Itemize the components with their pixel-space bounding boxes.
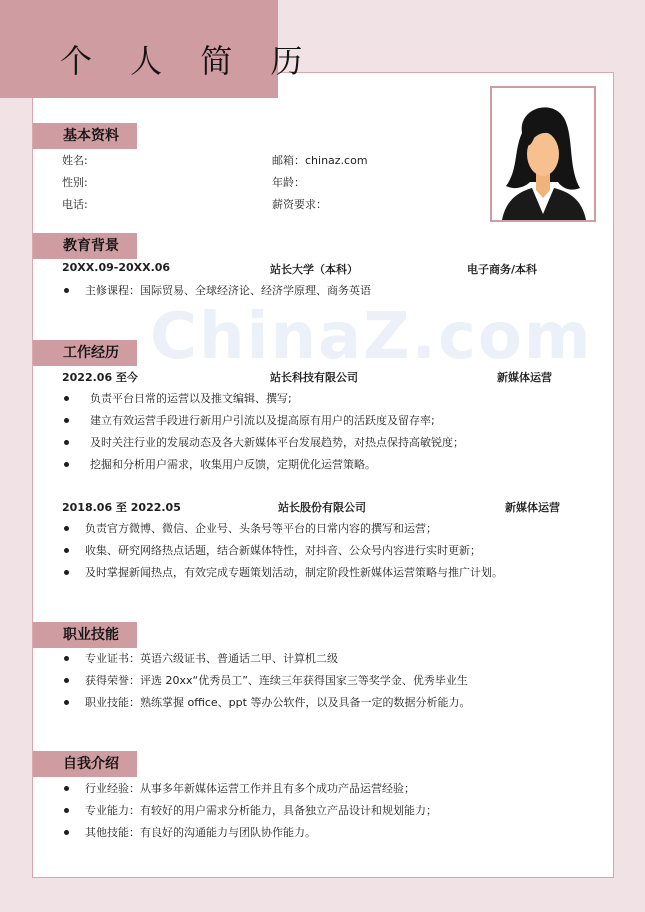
bullet-icon: [64, 462, 69, 467]
skill-item: 获得荣誉：评选 20xx“优秀员工”、连续三年获得国家三等奖学金、优秀毕业生: [85, 674, 468, 687]
page-title: 个 人 简 历: [60, 42, 317, 80]
education-period: 20XX.09-20XX.06: [62, 261, 171, 274]
job-1-item: 负责平台日常的运营以及推文编辑、撰写;: [90, 392, 292, 405]
job-2-company: 站长股份有限公司: [278, 501, 366, 514]
intro-item: 其他技能：有良好的沟通能力与团队协作能力。: [85, 826, 316, 839]
job-1-item: 建立有效运营手段进行新用户引流以及提高原有用户的活跃度及留存率;: [90, 414, 435, 427]
education-major: 电子商务/本科: [467, 263, 538, 276]
bullet-icon: [64, 396, 69, 401]
job-2-item: 及时掌握新闻热点，有效完成专题策划活动，制定阶段性新媒体运营策略与推广计划。: [85, 566, 503, 579]
section-basic-heading: 基本资料: [33, 123, 137, 149]
section-skills-heading: 职业技能: [33, 622, 137, 648]
profile-photo: [490, 86, 596, 222]
job-2-item: 收集、研究网络热点话题，结合新媒体特性，对抖音、公众号内容进行实时更新；: [85, 544, 481, 557]
bullet-icon: [64, 288, 69, 293]
section-education-heading: 教育背景: [33, 233, 137, 259]
job-1-item: 挖掘和分析用户需求，收集用户反馈，定期优化运营策略。: [90, 458, 376, 471]
skill-item: 专业证书：英语六级证书、普通话二甲、计算机二级: [85, 652, 338, 665]
intro-item: 专业能力：有较好的用户需求分析能力，具备独立产品设计和规划能力；: [85, 804, 437, 817]
bullet-icon: [64, 678, 69, 683]
bullet-icon: [64, 656, 69, 661]
job-1-company: 站长科技有限公司: [270, 371, 358, 384]
bullet-icon: [64, 808, 69, 813]
bullet-icon: [64, 440, 69, 445]
skill-item: 职业技能：熟练掌握 office、ppt 等办公软件，以及具备一定的数据分析能力。: [85, 696, 471, 709]
phone-label: 电话:: [62, 198, 88, 211]
job-1-period: 2022.06 至今: [62, 371, 138, 384]
gender-label: 性别:: [62, 176, 88, 189]
email-label: 邮箱：chinaz.com: [272, 154, 368, 167]
bullet-icon: [64, 548, 69, 553]
bullet-icon: [64, 526, 69, 531]
job-2-item: 负责官方微博、微信、企业号、头条号等平台的日常内容的撰写和运营；: [85, 522, 437, 535]
age-label: 年龄：: [272, 176, 305, 189]
intro-item: 行业经验：从事多年新媒体运营工作并且有多个成功产品运营经验；: [85, 782, 415, 795]
bullet-icon: [64, 570, 69, 575]
job-1-item: 及时关注行业的发展动态及各大新媒体平台发展趋势，对热点保持高敏锐度；: [90, 436, 464, 449]
avatar-icon: [492, 88, 594, 220]
education-courses: 主修课程：国际贸易、全球经济论、经济学原理、商务英语: [85, 284, 371, 297]
section-intro-heading: 自我介绍: [33, 751, 137, 777]
name-label: 姓名:: [62, 154, 88, 167]
education-school: 站长大学（本科）: [270, 263, 358, 276]
salary-label: 薪资要求：: [272, 198, 327, 211]
job-2-period: 2018.06 至 2022.05: [62, 501, 181, 514]
job-2-role: 新媒体运营: [505, 501, 560, 514]
bullet-icon: [64, 418, 69, 423]
job-1-role: 新媒体运营: [497, 371, 552, 384]
bullet-icon: [64, 830, 69, 835]
bullet-icon: [64, 786, 69, 791]
section-work-heading: 工作经历: [33, 340, 137, 366]
bullet-icon: [64, 700, 69, 705]
